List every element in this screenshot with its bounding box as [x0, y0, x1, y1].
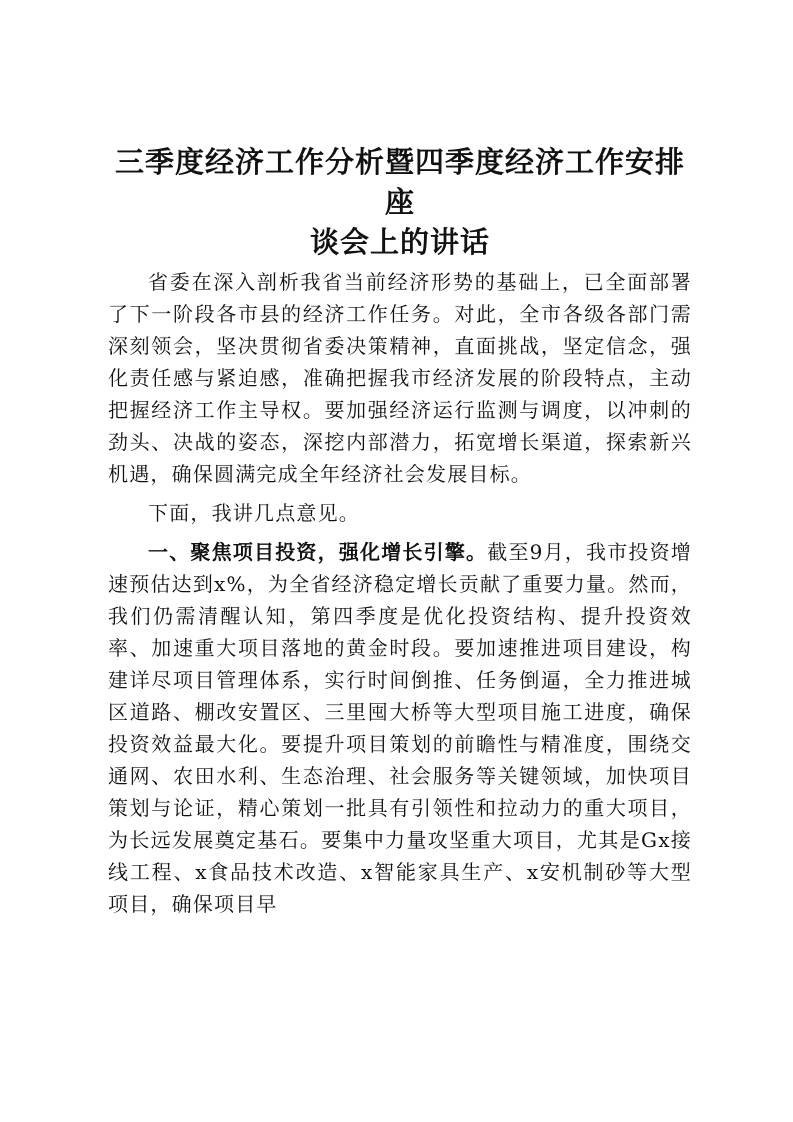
transition-paragraph: 下面，我讲几点意见。 — [148, 501, 360, 525]
title-line-2: 谈会上的讲话 — [309, 225, 490, 259]
title-line-1: 三季度经济工作分析暨四季度经济工作安排座 — [114, 145, 685, 219]
document-title — [108, 142, 692, 262]
intro-paragraph: 省委在深入剖析我省当前经济形势的基础上，已全面部署了下一阶段各市县的经济工作任务。对此，全市各级各部门需深刻领会，坚决贯彻省委决策精神，直面挑战，坚定信念，强化责任感与紧迫感，准确把握我市经济发展的阶段特点，主动把握经济工作主导权。要加强经济运行监测与调度，以冲刺的劲头、决战的姿态，深挖内部潜力，拓宽增长渠道，探索新兴机遇，确保圆满完成全年经济社会发展目标。 — [108, 270, 692, 486]
section-1-heading: 一、聚焦项目投资，强化增长引擎。 — [148, 540, 488, 564]
section-1-paragraph — [108, 536, 692, 920]
document-page — [108, 142, 692, 920]
section-1-body: 截至9月，我市投资增速预估达到x%，为全省经济稳定增长贡献了重要力量。然而，我们仍需清醒认知，第四季度是优化投资结构、提升投资效率、加速重大项目落地的黄金时段。要加速推进项目建设，构建详尽项目管理体系，实行时间倒推、任务倒逼，全力推进城区道路、棚改安置区、三里囤大桥等大型项目施工进度，确保投资效益最大化。要提升项目策划的前瞻性与精准度，围绕交通网、农田水利、生态治理、社会服务等关键领域，加快项目策划与论证，精心策划一批具有引领性和拉动力的重大项目，为长远发展奠定基石。要集中力量攻坚重大项目，尤其是Gx接线工程、x食品技术改造、x智能家具生产、x安机制砂等大型项目，确保项目早 — [108, 540, 692, 916]
